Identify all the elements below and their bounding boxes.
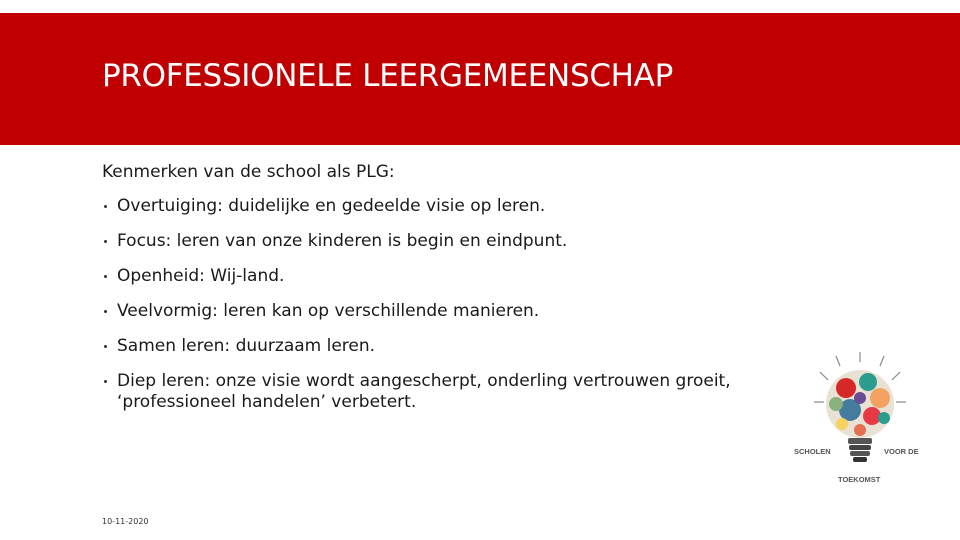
slide-content	[102, 162, 782, 427]
bullet-item	[102, 266, 782, 287]
bullet-item	[102, 196, 782, 217]
slide-title: PROFESSIONELE LEERGEMEENSCHAP	[102, 58, 673, 94]
logo-text-left: SCHOLEN	[794, 447, 831, 456]
bullet-icon	[104, 275, 107, 278]
bullet-icon	[104, 380, 107, 383]
bullet-item	[102, 231, 782, 252]
slide-date: 10-11-2020	[102, 517, 149, 526]
bullet-text: Overtuiging: duidelijke en gedeelde visie op leren.	[117, 196, 546, 216]
bullet-text: Focus: leren van onze kinderen is begin en eindpunt.	[117, 231, 568, 251]
bullet-icon	[104, 345, 107, 348]
bullet-list	[102, 196, 782, 413]
intro-text: Kenmerken van de school als PLG:	[102, 162, 395, 182]
logo-text-bottom: TOEKOMST	[838, 475, 881, 484]
logo-text-right: VOOR DE	[884, 447, 919, 456]
bulb-head	[826, 370, 894, 438]
bullet-item	[102, 301, 782, 322]
bullet-text: Diep leren: onze visie wordt aangescherpt, onderling vertrouwen groeit, ‘professioneel handelen’ verbetert.	[117, 371, 731, 412]
bullet-icon	[104, 240, 107, 243]
bullet-text: Openheid: Wij-land.	[117, 266, 285, 286]
lightbulb-logo-icon	[780, 352, 940, 492]
bullet-icon	[104, 205, 107, 208]
bullet-text: Veelvormig: leren kan op verschillende manieren.	[117, 301, 540, 321]
bullet-icon	[104, 310, 107, 313]
bullet-text: Samen leren: duurzaam leren.	[117, 336, 376, 356]
bullet-item	[102, 371, 782, 413]
bulb-base	[848, 438, 872, 462]
bullet-item	[102, 336, 782, 357]
